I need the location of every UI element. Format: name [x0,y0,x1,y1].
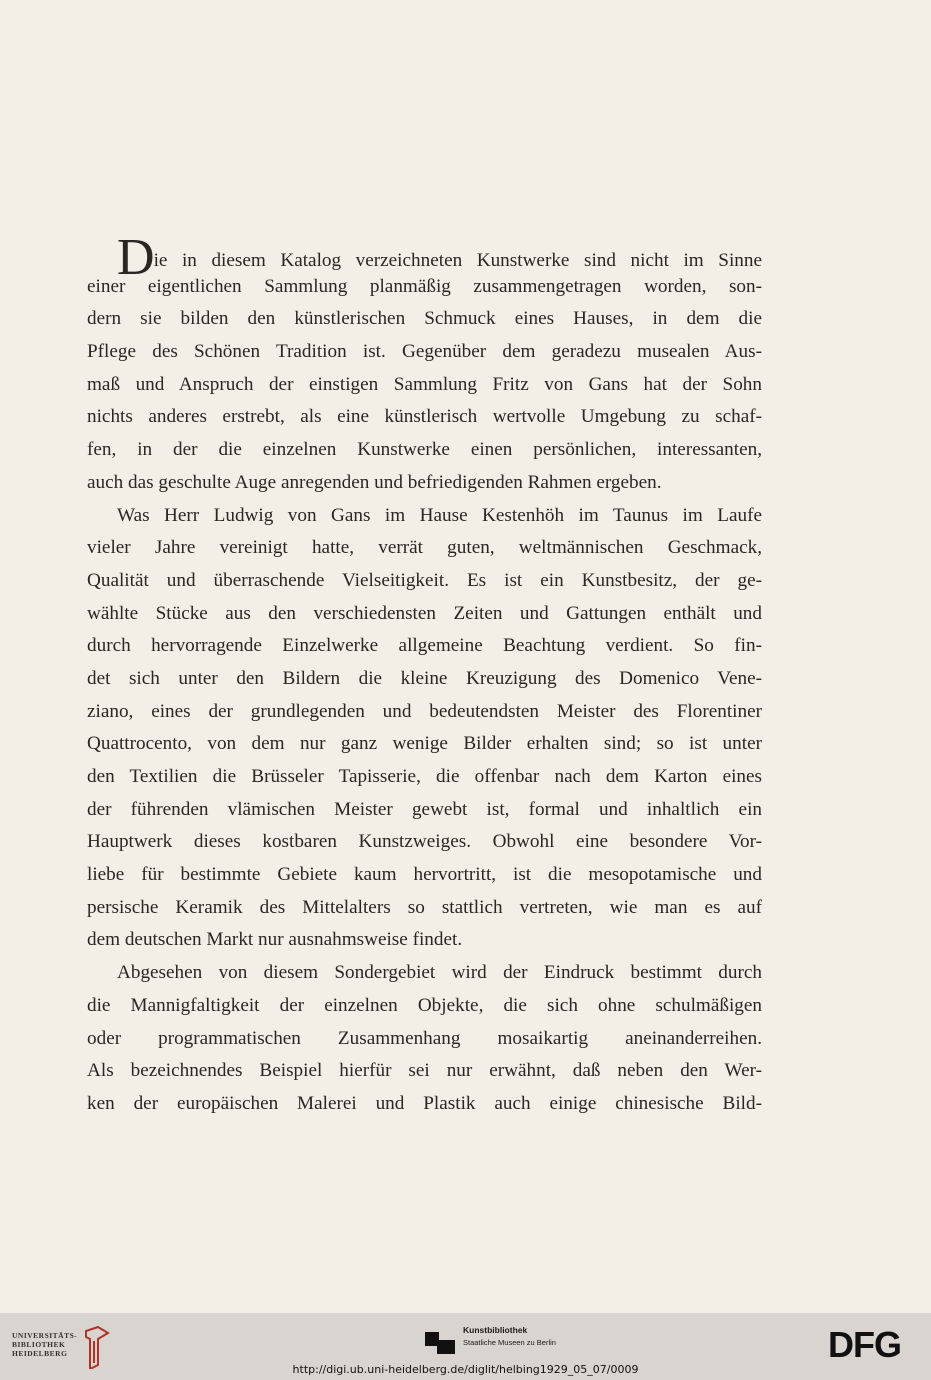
text-line: nichts anderes erstrebt, als eine künstlerisch wertvolle Umgebung zu schaf- [87,406,762,428]
text-line: liebe für bestimmte Gebiete kaum hervortritt, ist die mesopotamische und [87,864,762,886]
text-line: wählte Stücke aus den verschiedensten Zeiten und Gattungen enthält und [87,602,762,624]
text-line: auch das geschulte Auge anregenden und befriedigenden Rahmen ergeben. [87,471,662,493]
first-line-text: ie in diesem Katalog verzeichneten Kunstwerke sind nicht im Sinne [153,250,762,272]
text-line: die Mannigfaltigkeit der einzelnen Objekte, die sich ohne schulmäßigen [87,994,762,1016]
text-line: det sich unter den Bildern die kleine Kreuzigung des Domenico Vene- [87,667,762,689]
text-line: Hauptwerk dieses kostbaren Kunstzweiges. Obwohl eine besondere Vor- [87,831,762,853]
dfg-logo[interactable]: DFG [828,1324,901,1365]
text-line: Quattrocento, von dem nur ganz wenige Bilder erhalten sind; so ist unter [87,733,762,755]
text-line: Pflege des Schönen Tradition ist. Gegenüber dem geradezu musealen Aus- [87,341,762,363]
text-line: der führenden vlämischen Meister gewebt ist, formal und inhaltlich ein [87,798,762,820]
kunstbibliothek-mark-icon [425,1332,455,1354]
text-line: den Textilien die Brüsseler Tapisserie, die offenbar nach dem Karton eines [87,766,762,788]
text-line: maß und Anspruch der einstigen Sammlung Fritz von Gans hat der Sohn [87,373,762,395]
text-line: ken der europäischen Malerei und Plastik auch einige chinesische Bild- [87,1092,762,1114]
body-text [87,229,762,1121]
text-line: vieler Jahre vereinigt hatte, verrät guten, weltmännischen Geschmack, [87,537,762,559]
text-line: einer eigentlichen Sammlung planmäßig zusammengetragen worden, son- [87,275,762,297]
paragraph-3 [87,957,762,1120]
university-library-name [12,1331,77,1358]
drop-cap: D [117,229,153,286]
text-line: persische Keramik des Mittelalters so stattlich vertreten, wie man es auf [87,896,762,918]
permalink-url[interactable]: http://digi.ub.uni-heidelberg.de/diglit/helbing1929_05_07/0009 [292,1363,639,1376]
kunstbibliothek-subtitle: Staatliche Museen zu Berlin [463,1338,556,1347]
text-line: ziano, eines der grundlegenden und bedeutendsten Meister des Florentiner [87,700,762,722]
text-line: Qualität und überraschende Vielseitigkeit. Es ist ein Kunstbesitz, der ge- [87,569,762,591]
text-line: Als bezeichnendes Beispiel hierfür sei nur erwähnt, daß neben den Wer- [87,1060,762,1082]
university-line: BIBLIOTHEK [12,1340,66,1349]
kunstbibliothek-title: Kunstbibliothek [463,1325,528,1335]
text-line: dern sie bilden den künstlerischen Schmuck eines Hauses, in dem die [87,308,762,330]
paragraph-2 [87,500,762,958]
text-line: Was Herr Ludwig von Gans im Hause Kestenhöh im Taunus im Laufe [117,504,762,526]
text-line: fen, in der die einzelnen Kunstwerke einen persönlichen, interessanten, [87,439,762,461]
paragraph-1 [87,229,762,500]
text-line: Abgesehen von diesem Sondergebiet wird der Eindruck bestimmt durch [117,962,762,984]
kunstbibliothek-logo[interactable] [425,1322,595,1358]
text-line: dem deutschen Markt nur ausnahmsweise findet. [87,929,463,951]
text-line: durch hervorragende Einzelwerke allgemeine Beachtung verdient. So fin- [87,635,762,657]
university-line: UNIVERSITÄTS- [12,1331,78,1340]
digitization-footer [0,1313,931,1380]
text-line: oder programmatischen Zusammenhang mosaikartig aneinanderreihen. [87,1027,762,1049]
university-line: HEIDELBERG [12,1349,68,1358]
